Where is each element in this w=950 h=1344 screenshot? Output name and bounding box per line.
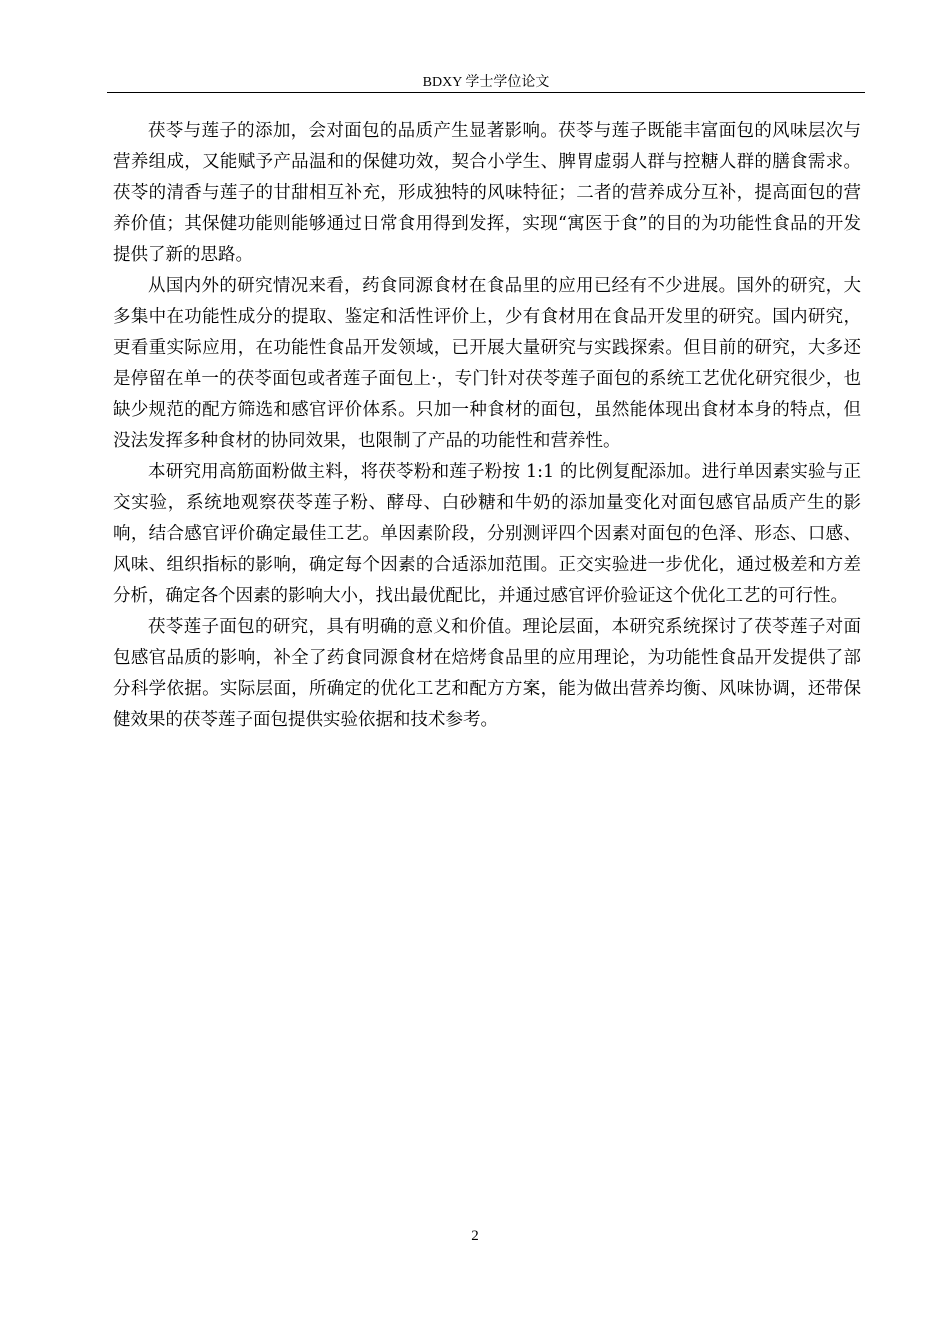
paragraph-4: 茯苓莲子面包的研究，具有明确的意义和价值。理论层面，本研究系统探讨了茯苓莲子对面包感官品质的影响，补全了药食同源食材在焙烤食品里的应用理论，为功能性食品开发提供了部分科学依据。实际层面，所确定的优化工艺和配方方案，能为做出营养均衡、风味协调，还带保健效果的茯苓莲子面包提供实验依据和技术参考。 [113,617,861,730]
body-text [113,116,861,736]
page-header: BDXY 学士学位论文 [422,75,550,90]
paragraph-3: 本研究用高筋面粉做主料，将茯苓粉和莲子粉按 1:1 的比例复配添加。进行单因素实验与正交实验，系统地观察茯苓莲子粉、酵母、白砂糖和牛奶的添加量变化对面包感官品质产生的影响，结合感官评价确定最佳工艺。单因素阶段，分别测评四个因素对面包的色泽、形态、口感、风味、组织指标的影响，确定每个因素的合适添加范围。正交实验进一步优化，通过极差和方差分析，确定各个因素的影响大小，找出最优配比，并通过感官评价验证这个优化工艺的可行性。 [113,462,861,606]
paragraph-2: 从国内外的研究情况来看，药食同源食材在食品里的应用已经有不少进展。国外的研究，大多集中在功能性成分的提取、鉴定和活性评价上，少有食材用在食品开发里的研究。国内研究，更看重实际应用，在功能性食品开发领域，已开展大量研究与实践探索。但目前的研究，大多还是停留在单一的茯苓面包或者莲子面包上·，专门针对茯苓莲子面包的系统工艺优化研究很少，也缺少规范的配方筛选和感官评价体系。只加一种食材的面包，虽然能体现出食材本身的特点，但没法发挥多种食材的协同效果，也限制了产品的功能性和营养性。 [113,276,861,451]
paragraph-1: 茯苓与莲子的添加，会对面包的品质产生显著影响。茯苓与莲子既能丰富面包的风味层次与营养组成，又能赋予产品温和的保健功效，契合小学生、脾胃虚弱人群与控糖人群的膳食需求。茯苓的清香与莲子的甘甜相互补充，形成独特的风味特征；二者的营养成分互补，提高面包的营养价值；其保健功能则能够通过日常食用得到发挥，实现“寓医于食”的目的为功能性食品的开发提供了新的思路。 [113,121,861,265]
page-number: 2 [471,1228,479,1244]
header-divider [107,92,865,93]
